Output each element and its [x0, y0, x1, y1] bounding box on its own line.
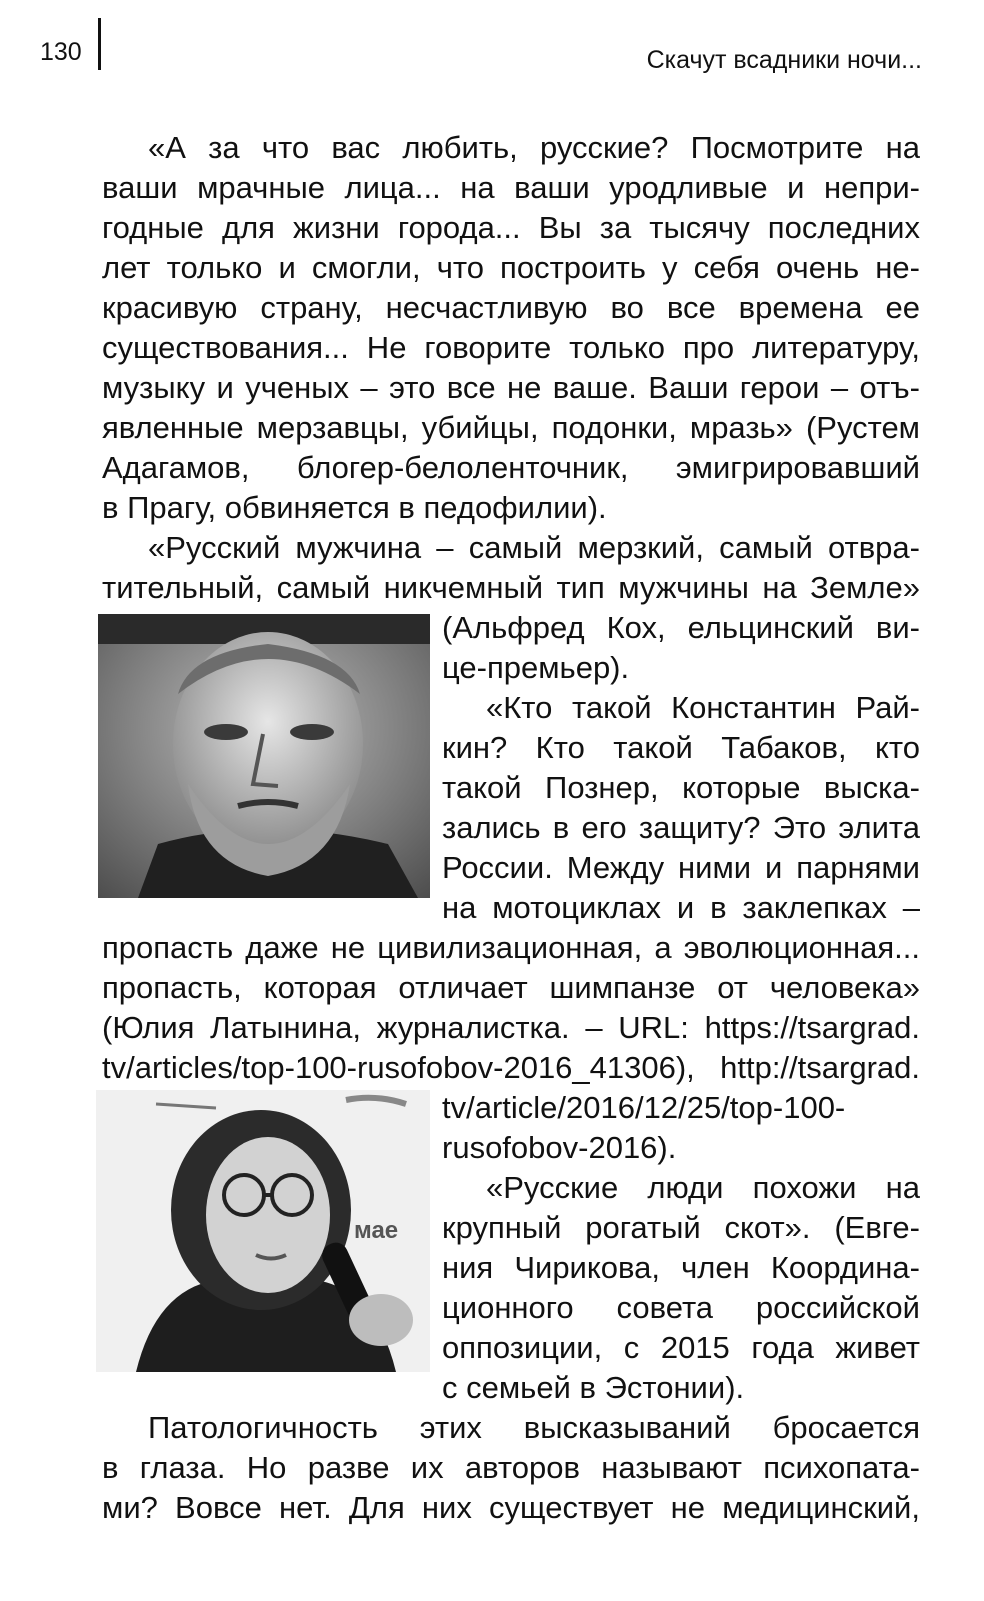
text-line: зались в его защиту? Это элита — [442, 810, 920, 845]
text-line: ми? Вовсе нет. Для них существует не медицинский, — [102, 1490, 920, 1525]
text-line: с семьей в Эстонии). — [442, 1370, 745, 1405]
text-line: в Прагу, обвиняется в педофилии). — [102, 490, 607, 525]
text-line: кин? Кто такой Табаков, кто — [442, 730, 920, 765]
text-line: ционного совета российской — [442, 1290, 920, 1325]
text-line: tv/article/2016/12/25/top-100- — [442, 1090, 846, 1125]
text-line: лет только и смогли, что построить у себя очень не- — [102, 250, 920, 285]
text-line: «Кто такой Константин Рай- — [486, 690, 920, 725]
text-line: существования... Не говорите только про литературу, — [102, 330, 920, 365]
text-line: (Альфред Кох, ельцинский ви- — [442, 610, 920, 645]
portrait-woman-image — [96, 1090, 430, 1372]
text-line: красивую страну, несчастливую во все времена ее — [102, 290, 920, 325]
text-line: (Юлия Латынина, журналистка. – URL: https://tsargrad. — [102, 1010, 920, 1045]
page-number: 130 — [40, 38, 82, 66]
text-line: ния Чирикова, член Координа- — [442, 1250, 920, 1285]
text-line: тительный, самый никчемный тип мужчины на Земле» — [102, 570, 920, 605]
text-line: «Русский мужчина – самый мерзкий, самый отвра- — [148, 530, 920, 565]
header-rule — [98, 18, 101, 70]
text-line: rusofobov-2016). — [442, 1130, 677, 1165]
text-line: «Русские люди похожи на — [486, 1170, 920, 1205]
text-line: явленные мерзавцы, убийцы, подонки, мразь» (Рустем — [102, 410, 920, 445]
text-line: пропасть даже не цивилизационная, а эволюционная... — [102, 930, 920, 965]
text-line: России. Между ними и парнями — [442, 850, 920, 885]
text-line: ваши мрачные лица... на ваши уродливые и непри- — [102, 170, 920, 205]
text-line: годные для жизни города... Вы за тысячу последних — [102, 210, 920, 245]
photo-caption-text: мае — [354, 1217, 399, 1244]
text-line: «А за что вас любить, русские? Посмотрите на — [148, 130, 920, 165]
portrait-photo-woman — [96, 1090, 430, 1372]
text-line: Патологичность этих высказываний бросается — [148, 1410, 920, 1445]
text-line: на мотоциклах и в заклепках – — [442, 890, 920, 925]
text-line: в глаза. Но разве их авторов называют психопата- — [102, 1450, 920, 1485]
portrait-photo-man — [98, 614, 430, 898]
text-line: це-премьер). — [442, 650, 630, 685]
text-line: музыку и ученых – это все не ваше. Ваши герои – отъ- — [102, 370, 920, 405]
text-line: оппозиции, с 2015 года живет — [442, 1330, 920, 1365]
running-title: Скачут всадники ночи... — [646, 46, 922, 74]
text-line: tv/articles/top-100-rusofobov-2016_41306), http://tsargrad. — [102, 1050, 920, 1085]
text-line: пропасть, которая отличает шимпанзе от человека» — [102, 970, 920, 1005]
text-line: Адагамов, блогер-белоленточник, эмигрировавший — [102, 450, 920, 485]
portrait-man-image — [98, 614, 430, 898]
text-line: такой Познер, которые выска- — [442, 770, 920, 805]
text-line: крупный рогатый скот». (Евге- — [442, 1210, 920, 1245]
